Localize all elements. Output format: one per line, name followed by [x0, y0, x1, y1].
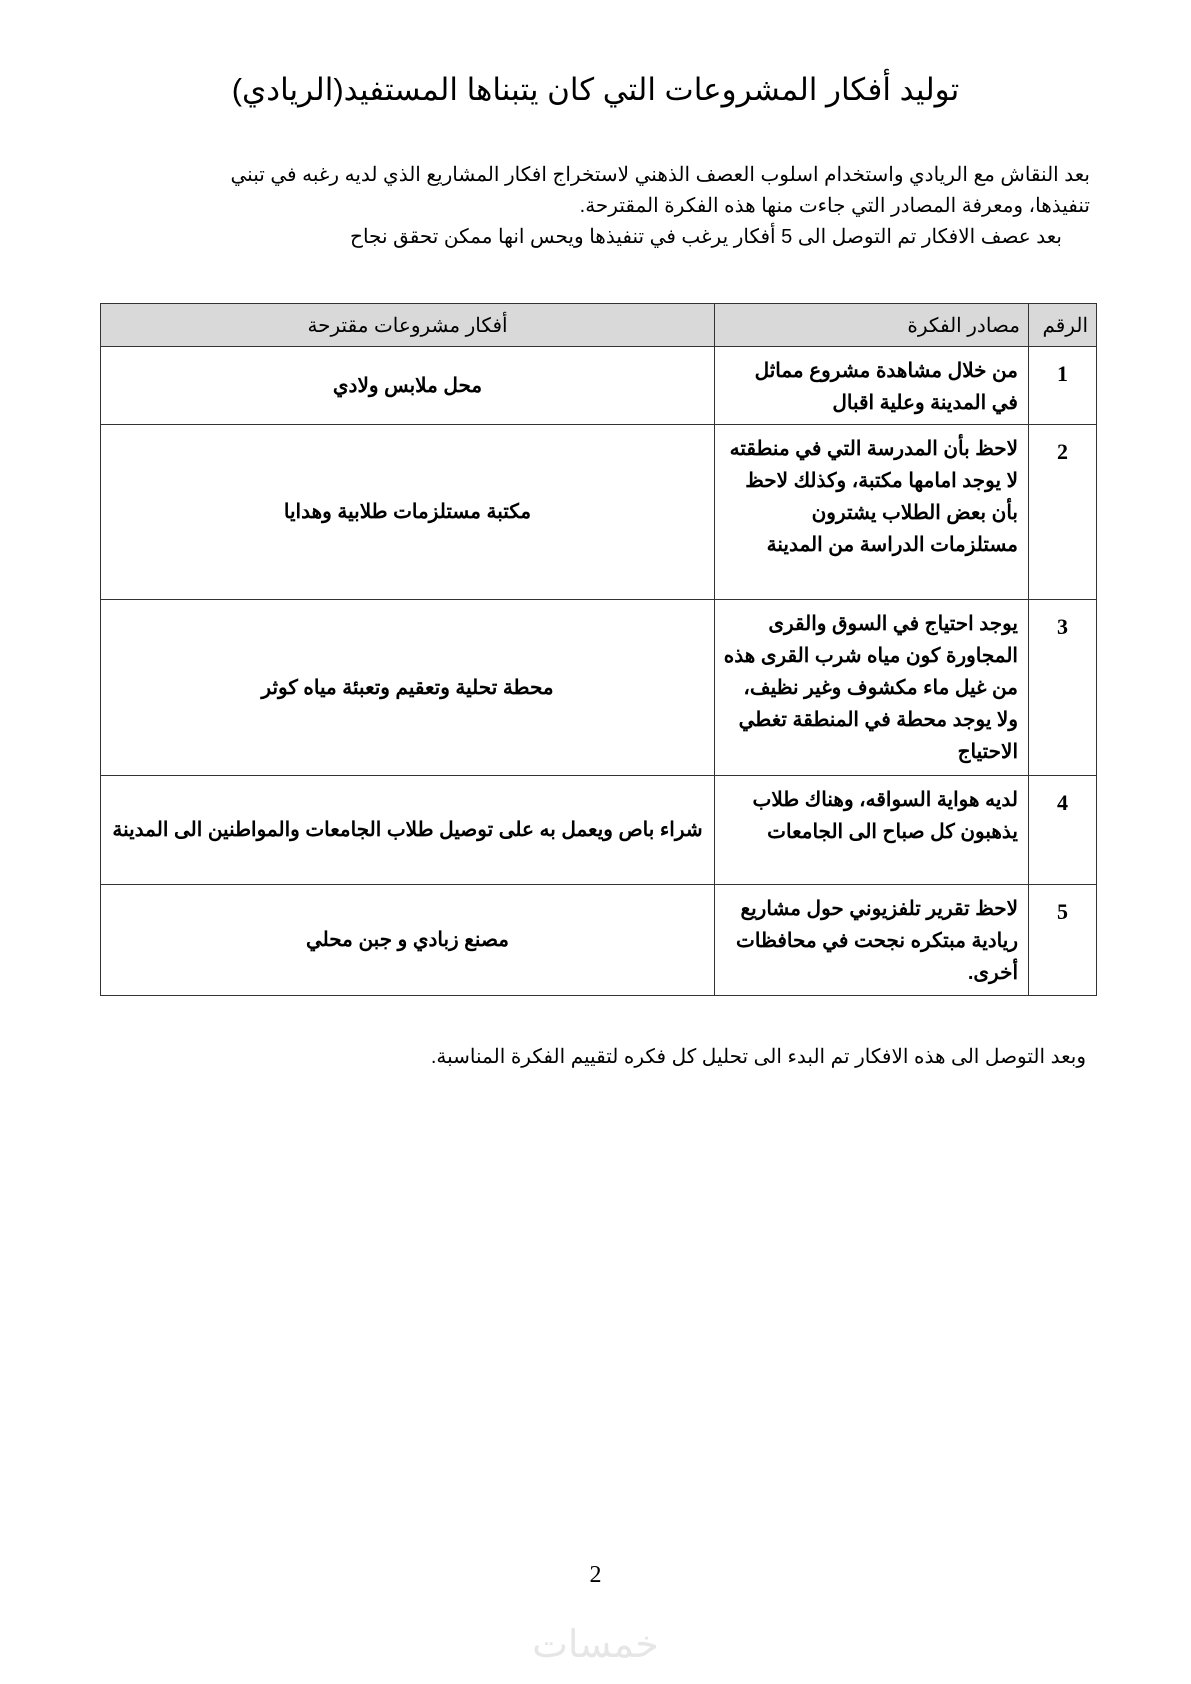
table-row: [101, 425, 1097, 600]
row-source: يوجد احتياج في السوق والقرى المجاورة كون مياه شرب القرى هذه من غيل ماء مكشوف وغير نظيف، ولا يوجد محطة في المنطقة تغطي الاحتياج: [715, 600, 1029, 776]
table-row: [101, 885, 1097, 996]
row-idea: محطة تحلية وتعقيم وتعبئة مياه كوثر: [101, 600, 715, 776]
row-idea: مصنع زبادي و جبن محلي: [101, 885, 715, 996]
header-source: مصادر الفكرة: [715, 304, 1029, 347]
watermark-logo: خمسات: [532, 1624, 659, 1666]
intro-line: بعد النقاش مع الريادي واستخدام اسلوب العصف الذهني لاستخراج افكار المشاريع الذي لديه رغبه في تبني: [230, 164, 1090, 186]
row-source: من خلال مشاهدة مشروع مماثل في المدينة وعلية اقبال: [715, 347, 1029, 425]
row-number: 4: [1029, 776, 1097, 885]
row-number: 5: [1029, 885, 1097, 996]
row-number: 1: [1029, 347, 1097, 425]
row-idea: شراء باص ويعمل به على توصيل طلاب الجامعات والمواطنين الى المدينة: [101, 776, 715, 885]
row-source: لديه هواية السواقه، وهناك طلاب يذهبون كل صباح الى الجامعات: [715, 776, 1029, 885]
header-number: الرقم: [1029, 304, 1097, 347]
intro-line: بعد عصف الافكار تم التوصل الى 5 أفكار يرغب في تنفيذها ويحس انها ممكن تحقق نجاح: [350, 226, 1062, 248]
table-row: [101, 347, 1097, 425]
intro-line: تنفيذها، ومعرفة المصادر التي جاءت منها هذه الفكرة المقترحة.: [579, 195, 1090, 217]
table-row: [101, 776, 1097, 885]
ideas-table: [100, 303, 1097, 996]
intro-paragraph: [132, 160, 1090, 253]
row-source: لاحظ بأن المدرسة التي في منطقته لا يوجد امامها مكتبة، وكذلك لاحظ بأن بعض الطلاب يشترون مستلزمات الدراسة من المدينة: [715, 425, 1029, 600]
row-idea: مكتبة مستلزمات طلابية وهدايا: [101, 425, 715, 600]
table-row: [101, 600, 1097, 776]
row-idea: محل ملابس ولادي: [101, 347, 715, 425]
row-number: 3: [1029, 600, 1097, 776]
header-idea: أفكار مشروعات مقترحة: [101, 304, 715, 347]
row-source: لاحظ تقرير تلفزيوني حول مشاريع ريادية مبتكره نجحت في محافظات أخرى.: [715, 885, 1029, 996]
page-number: 2: [589, 1562, 602, 1588]
row-number: 2: [1029, 425, 1097, 600]
page-title: توليد أفكار المشروعات التي كان يتبناها المستفيد(الريادي): [231, 72, 960, 107]
table-header-row: [101, 304, 1097, 347]
conclusion-text: وبعد التوصل الى هذه الافكار تم البدء الى تحليل كل فكره لتقييم الفكرة المناسبة.: [430, 1046, 1086, 1068]
